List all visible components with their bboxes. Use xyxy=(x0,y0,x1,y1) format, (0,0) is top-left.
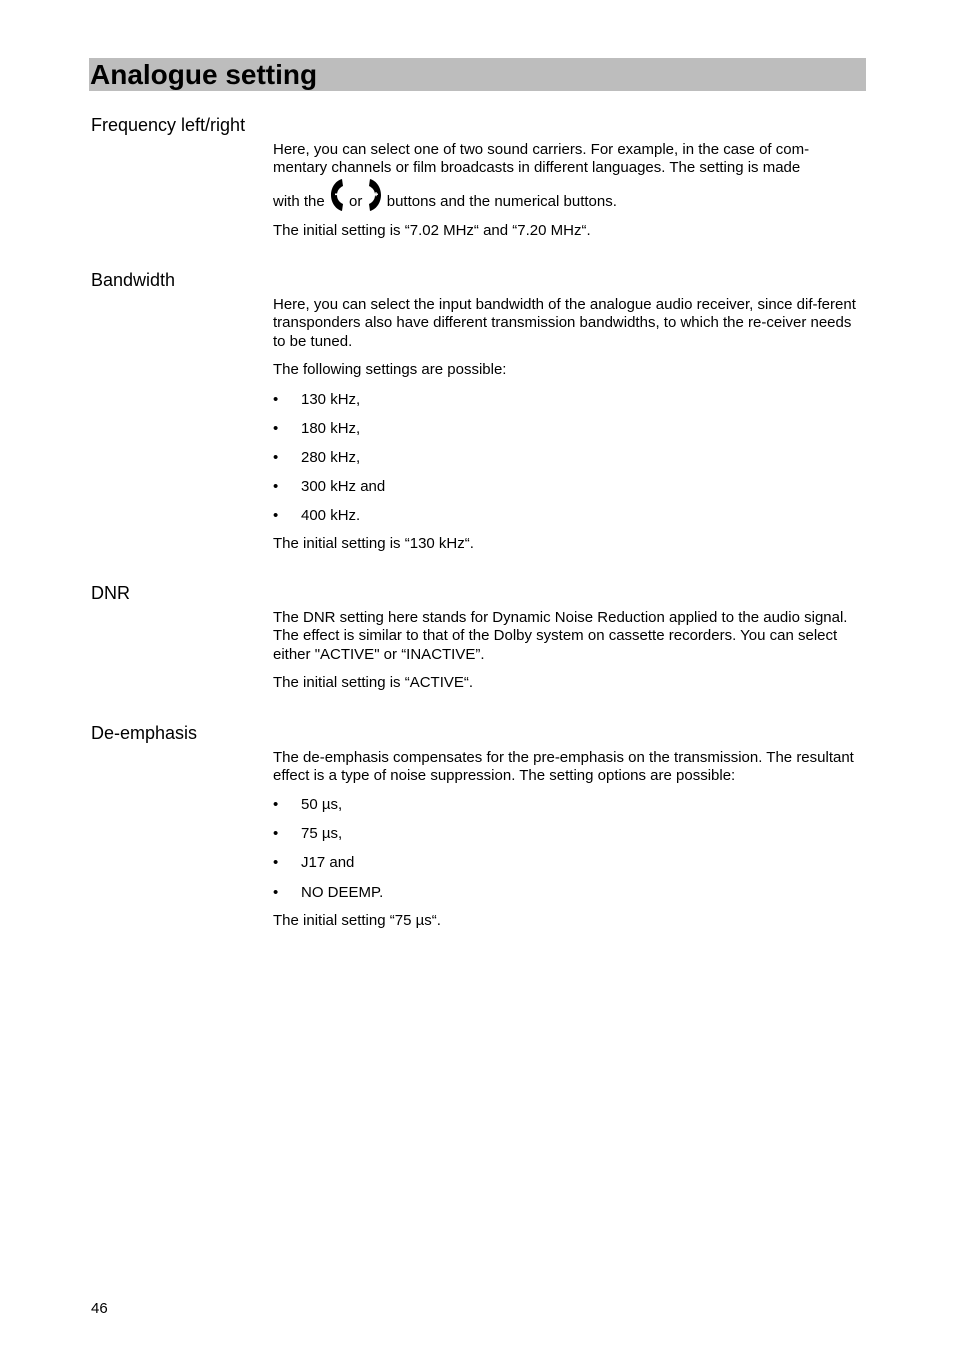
frequency-buttons-line xyxy=(273,178,863,219)
bandwidth-initial: The initial setting is “130 kHz“. xyxy=(273,535,474,552)
buttons-text: buttons and the numerical buttons. xyxy=(386,193,617,210)
bullet-mark: • xyxy=(273,825,279,842)
option-text: 280 kHz, xyxy=(301,449,361,466)
plus-button-icon xyxy=(367,178,383,212)
dnr-initial: The initial setting is “ACTIVE“. xyxy=(273,674,474,691)
with-the-text: with the xyxy=(273,193,325,210)
heading-frequency: Frequency left/right xyxy=(91,115,246,135)
bullet-mark: • xyxy=(273,854,279,871)
heading-bandwidth: Bandwidth xyxy=(91,270,176,290)
bullet-mark: • xyxy=(273,507,279,524)
bandwidth-description: Here, you can select the input bandwidth of the analogue audio receiver, since dif-ferent transponders also have different transmission bandwidths, to which the re-ceiver needs to be tuned. xyxy=(273,296,856,350)
page-number: 46 xyxy=(91,1300,108,1317)
bullet-mark: • xyxy=(273,796,279,813)
bandwidth-settings-intro: The following settings are possible: xyxy=(273,361,507,378)
bullet-mark: • xyxy=(273,449,279,466)
bullet-mark: • xyxy=(273,420,279,437)
option-text: 50 µs, xyxy=(301,796,343,813)
bullet-mark: • xyxy=(273,391,279,408)
or-text: or xyxy=(349,193,363,210)
option-text: 130 kHz, xyxy=(301,391,361,408)
bullet-mark: • xyxy=(273,884,279,901)
option-text: J17 and xyxy=(301,854,355,871)
option-text: 400 kHz. xyxy=(301,507,361,524)
deemphasis-initial: The initial setting “75 µs“. xyxy=(273,912,441,929)
bullet-mark: • xyxy=(273,478,279,495)
heading-dnr: DNR xyxy=(91,583,130,603)
deemphasis-description: The de-emphasis compensates for the pre-emphasis on the transmission. The resultant effect is a type of noise suppression. The setting options are possible: xyxy=(273,749,854,785)
frequency-description: Here, you can select one of two sound carriers. For example, in the case of com-mentary channels or film broadcasts in different languages. The setting is made xyxy=(273,141,810,177)
minus-button-icon xyxy=(329,178,345,212)
frequency-initial: The initial setting is “7.02 MHz“ and “7.20 MHz“. xyxy=(273,222,591,239)
heading-deemphasis: De-emphasis xyxy=(91,723,198,743)
option-text: 180 kHz, xyxy=(301,420,361,437)
page-title-bar xyxy=(89,58,866,91)
dnr-description: The DNR setting here stands for Dynamic Noise Reduction applied to the audio signal. The effect is similar to that of the Dolby system on cassette recorders. You can select either "ACTIVE" or “INACTIVE”. xyxy=(273,609,848,663)
page-title: Analogue setting xyxy=(90,59,318,90)
option-text: 300 kHz and xyxy=(301,478,386,495)
option-text: NO DEEMP. xyxy=(301,884,384,901)
option-text: 75 µs, xyxy=(301,825,343,842)
